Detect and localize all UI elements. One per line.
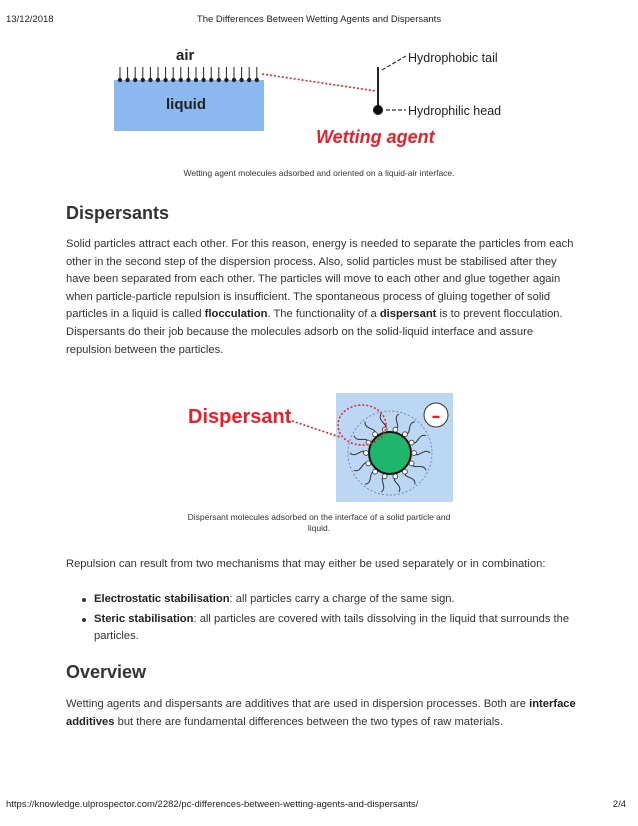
hydrophobic-tail-label: Hydrophobic tail <box>408 51 498 65</box>
overview-paragraph: Wetting agents and dispersants are additives that are used in dispersion processes. Both are interface additives but there are fundamental differences between the two types of raw materials. <box>66 698 576 728</box>
dispersant-title: Dispersant <box>188 406 292 428</box>
print-date: 13/12/2018 <box>6 14 54 25</box>
liquid-label: liquid <box>166 96 206 113</box>
figure2-caption: Dispersant molecules adsorbed on the interface of a solid particle and liquid. <box>187 512 451 533</box>
tail-pointer <box>382 56 406 70</box>
hydrophilic-head-label: Hydrophilic head <box>408 104 502 118</box>
list-item: Electrostatic stabilisation: all particles carry a charge of the same sign. <box>66 591 576 609</box>
overview-heading: Overview <box>66 662 147 682</box>
list-item: Steric stabilisation: all particles are covered with tails dissolving in the liquid that surrounds the particles. <box>66 611 576 646</box>
negative-charge-icon: – <box>431 406 441 427</box>
page-number: 2/4 <box>612 799 626 810</box>
term-flocculation: flocculation <box>204 308 268 321</box>
dispersant-figure <box>184 393 456 505</box>
figure1-caption: Wetting agent molecules adsorbed and oriented on a liquid-air interface. <box>183 168 455 178</box>
term-dispersant: dispersant <box>379 308 437 321</box>
mechanism-list <box>66 591 576 648</box>
wetting-agent-figure <box>110 40 530 152</box>
connector-dots <box>262 74 376 91</box>
dispersants-paragraph: Solid particles attract each other. For this reason, energy is needed to separate the particles from each other in the second step of the dispersion process. Also, solid particles must be stabilised after they have been separated from each other. The particles will move to each other and glue together again when particle-particle repulsion is insufficient. The spontaneous process of gluing together of solid particles in a liquid is called flocculation. The functionality of a dispersant is to prevent flocculation. Dispersants do their job because the molecules adsorb on the solid-liquid interface and assure repulsion between the particles. <box>66 238 574 356</box>
term-interface-additives: interface additives <box>66 698 576 728</box>
source-url[interactable]: https://knowledge.ulprospector.com/2282/pc-differences-between-wetting-agents-and-dispersants/ <box>6 799 419 810</box>
molecule-head <box>373 105 383 115</box>
print-header-title: The Differences Between Wetting Agents and Dispersants <box>196 14 442 25</box>
adsorbed-molecules <box>118 67 259 82</box>
connector-dots <box>292 421 340 437</box>
solid-particle <box>369 432 411 474</box>
dispersants-heading: Dispersants <box>66 203 170 223</box>
wetting-agent-title: Wetting agent <box>316 127 435 147</box>
repulsion-intro: Repulsion can result from two mechanisms that may either be used separately or in combination: <box>66 558 546 570</box>
air-label: air <box>176 47 195 64</box>
